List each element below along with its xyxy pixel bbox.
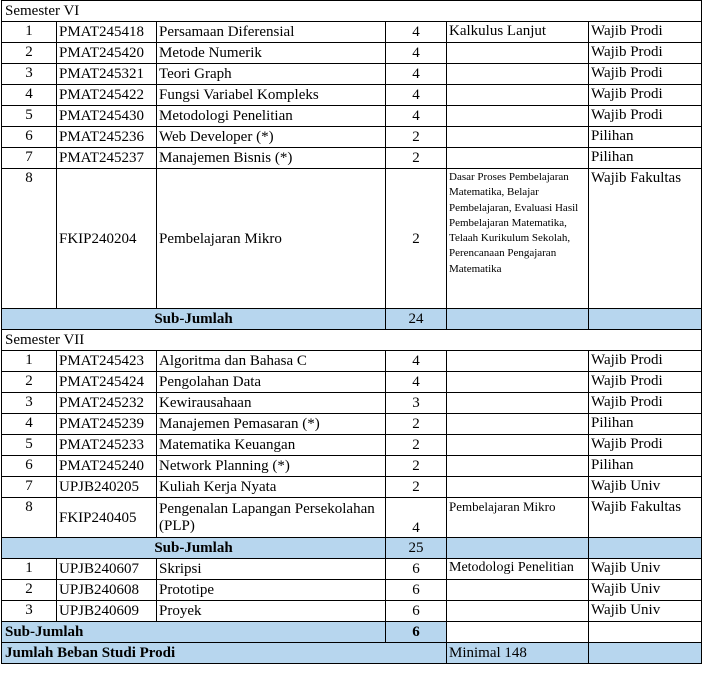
total-row bbox=[2, 643, 702, 664]
course-credits: 4 bbox=[386, 498, 447, 538]
table-row bbox=[2, 64, 702, 85]
subtotal-label: Sub-Jumlah bbox=[2, 538, 386, 559]
row-number: 7 bbox=[2, 477, 57, 498]
row-number: 3 bbox=[2, 601, 57, 622]
course-code: PMAT245420 bbox=[57, 43, 157, 64]
course-code: PMAT245424 bbox=[57, 372, 157, 393]
table-row bbox=[2, 393, 702, 414]
course-code: FKIP240204 bbox=[57, 169, 157, 309]
course-code: PMAT245422 bbox=[57, 85, 157, 106]
course-name: Manajemen Bisnis (*) bbox=[157, 148, 386, 169]
course-credits: 4 bbox=[386, 43, 447, 64]
course-prerequisite bbox=[447, 148, 589, 169]
row-number: 6 bbox=[2, 127, 57, 148]
semester-title: Semester VI bbox=[2, 1, 702, 22]
course-name: Pembelajaran Mikro bbox=[157, 169, 386, 309]
row-number: 1 bbox=[2, 351, 57, 372]
row-number: 5 bbox=[2, 435, 57, 456]
course-code: UPJB240608 bbox=[57, 580, 157, 601]
course-prerequisite bbox=[447, 393, 589, 414]
course-type: Wajib Univ bbox=[589, 580, 702, 601]
table-row bbox=[2, 85, 702, 106]
course-credits: 4 bbox=[386, 351, 447, 372]
subtotal-value: 24 bbox=[386, 309, 447, 330]
curriculum-table-page bbox=[1, 0, 701, 664]
course-name: Pengenalan Lapangan Persekolahan (PLP) bbox=[157, 498, 386, 538]
table-row bbox=[2, 169, 702, 309]
curriculum-table bbox=[1, 0, 702, 664]
course-prerequisite: Pembelajaran Mikro bbox=[447, 498, 589, 538]
course-code: UPJB240205 bbox=[57, 477, 157, 498]
course-name: Kuliah Kerja Nyata bbox=[157, 477, 386, 498]
course-code: FKIP240405 bbox=[57, 498, 157, 538]
course-credits: 2 bbox=[386, 477, 447, 498]
course-code: PMAT245418 bbox=[57, 22, 157, 43]
row-number: 3 bbox=[2, 64, 57, 85]
table-row bbox=[2, 106, 702, 127]
row-number: 2 bbox=[2, 43, 57, 64]
row-number: 4 bbox=[2, 414, 57, 435]
course-code: PMAT245240 bbox=[57, 456, 157, 477]
table-row bbox=[2, 601, 702, 622]
table-row bbox=[2, 127, 702, 148]
course-code: PMAT245232 bbox=[57, 393, 157, 414]
course-credits: 4 bbox=[386, 106, 447, 127]
table-row bbox=[2, 456, 702, 477]
course-prerequisite bbox=[447, 127, 589, 148]
course-type: Wajib Fakultas bbox=[589, 498, 702, 538]
course-type: Pilihan bbox=[589, 414, 702, 435]
course-credits: 2 bbox=[386, 456, 447, 477]
course-name: Manajemen Pemasaran (*) bbox=[157, 414, 386, 435]
course-prerequisite bbox=[447, 351, 589, 372]
row-number: 7 bbox=[2, 148, 57, 169]
course-credits: 2 bbox=[386, 148, 447, 169]
course-name: Algoritma dan Bahasa C bbox=[157, 351, 386, 372]
course-prerequisite bbox=[447, 601, 589, 622]
course-code: PMAT245236 bbox=[57, 127, 157, 148]
semester-header-row bbox=[2, 1, 702, 22]
course-prerequisite bbox=[447, 435, 589, 456]
course-type: Wajib Univ bbox=[589, 559, 702, 580]
table-row bbox=[2, 477, 702, 498]
course-name: Matematika Keuangan bbox=[157, 435, 386, 456]
course-prerequisite bbox=[447, 477, 589, 498]
course-name: Network Planning (*) bbox=[157, 456, 386, 477]
course-code: PMAT245239 bbox=[57, 414, 157, 435]
table-row bbox=[2, 43, 702, 64]
course-name: Metode Numerik bbox=[157, 43, 386, 64]
course-credits: 6 bbox=[386, 601, 447, 622]
course-code: PMAT245237 bbox=[57, 148, 157, 169]
table-row bbox=[2, 372, 702, 393]
course-name: Proyek bbox=[157, 601, 386, 622]
semester-header-row bbox=[2, 330, 702, 351]
subtotal-row bbox=[2, 309, 702, 330]
subtotal-value: 25 bbox=[386, 538, 447, 559]
table-row bbox=[2, 414, 702, 435]
table-row bbox=[2, 580, 702, 601]
row-number: 1 bbox=[2, 22, 57, 43]
course-type: Wajib Prodi bbox=[589, 22, 702, 43]
row-number: 3 bbox=[2, 393, 57, 414]
course-prerequisite bbox=[447, 580, 589, 601]
course-type: Wajib Prodi bbox=[589, 106, 702, 127]
course-type: Wajib Prodi bbox=[589, 372, 702, 393]
course-prerequisite bbox=[447, 456, 589, 477]
subtotal-row bbox=[2, 538, 702, 559]
subtotal-label: Sub-Jumlah bbox=[2, 622, 386, 643]
course-name: Pengolahan Data bbox=[157, 372, 386, 393]
course-name: Fungsi Variabel Kompleks bbox=[157, 85, 386, 106]
course-credits: 2 bbox=[386, 127, 447, 148]
table-row bbox=[2, 22, 702, 43]
course-type: Wajib Prodi bbox=[589, 393, 702, 414]
subtotal-label: Sub-Jumlah bbox=[2, 309, 386, 330]
table-row bbox=[2, 435, 702, 456]
course-code: PMAT245321 bbox=[57, 64, 157, 85]
course-name: Kewirausahaan bbox=[157, 393, 386, 414]
course-credits: 2 bbox=[386, 435, 447, 456]
row-number: 8 bbox=[2, 169, 57, 309]
course-code: UPJB240607 bbox=[57, 559, 157, 580]
course-prerequisite: Dasar Proses Pembelajaran Matematika, Belajar Pembelajaran, Evaluasi Hasil Pembelajaran Matematika, Telaah Kurikulum Sekolah, Perencanaan Pengajaran Matematika bbox=[447, 169, 589, 309]
table-row bbox=[2, 559, 702, 580]
course-type: Wajib Prodi bbox=[589, 85, 702, 106]
semester-title: Semester VII bbox=[2, 330, 702, 351]
course-type: Wajib Univ bbox=[589, 601, 702, 622]
course-name: Metodologi Penelitian bbox=[157, 106, 386, 127]
course-type: Wajib Univ bbox=[589, 477, 702, 498]
table-row bbox=[2, 148, 702, 169]
course-code: PMAT245423 bbox=[57, 351, 157, 372]
course-name: Persamaan Diferensial bbox=[157, 22, 386, 43]
course-type: Wajib Prodi bbox=[589, 435, 702, 456]
course-credits: 2 bbox=[386, 414, 447, 435]
subtotal-value: 6 bbox=[386, 622, 447, 643]
course-prerequisite bbox=[447, 64, 589, 85]
total-label: Jumlah Beban Studi Prodi bbox=[2, 643, 447, 664]
total-value: Minimal 148 bbox=[447, 643, 589, 664]
table-row bbox=[2, 351, 702, 372]
course-name: Teori Graph bbox=[157, 64, 386, 85]
course-type: Wajib Prodi bbox=[589, 64, 702, 85]
row-number: 1 bbox=[2, 559, 57, 580]
course-type: Pilihan bbox=[589, 456, 702, 477]
course-code: PMAT245233 bbox=[57, 435, 157, 456]
course-credits: 4 bbox=[386, 372, 447, 393]
course-prerequisite bbox=[447, 106, 589, 127]
course-prerequisite: Metodologi Penelitian bbox=[447, 559, 589, 580]
course-name: Skripsi bbox=[157, 559, 386, 580]
course-credits: 6 bbox=[386, 580, 447, 601]
course-credits: 3 bbox=[386, 393, 447, 414]
course-credits: 4 bbox=[386, 85, 447, 106]
course-prerequisite bbox=[447, 43, 589, 64]
course-type: Wajib Fakultas bbox=[589, 169, 702, 309]
course-credits: 4 bbox=[386, 22, 447, 43]
course-code: PMAT245430 bbox=[57, 106, 157, 127]
row-number: 2 bbox=[2, 580, 57, 601]
course-credits: 6 bbox=[386, 559, 447, 580]
course-prerequisite: Kalkulus Lanjut bbox=[447, 22, 589, 43]
row-number: 5 bbox=[2, 106, 57, 127]
course-code: UPJB240609 bbox=[57, 601, 157, 622]
row-number: 4 bbox=[2, 85, 57, 106]
course-name: Web Developer (*) bbox=[157, 127, 386, 148]
course-prerequisite bbox=[447, 372, 589, 393]
subtotal-row bbox=[2, 622, 702, 643]
course-prerequisite bbox=[447, 414, 589, 435]
course-credits: 4 bbox=[386, 64, 447, 85]
course-name: Prototipe bbox=[157, 580, 386, 601]
row-number: 8 bbox=[2, 498, 57, 538]
course-credits: 2 bbox=[386, 169, 447, 309]
course-type: Pilihan bbox=[589, 148, 702, 169]
course-type: Wajib Prodi bbox=[589, 43, 702, 64]
row-number: 6 bbox=[2, 456, 57, 477]
row-number: 2 bbox=[2, 372, 57, 393]
course-prerequisite bbox=[447, 85, 589, 106]
course-type: Pilihan bbox=[589, 127, 702, 148]
table-row bbox=[2, 498, 702, 538]
course-type: Wajib Prodi bbox=[589, 351, 702, 372]
